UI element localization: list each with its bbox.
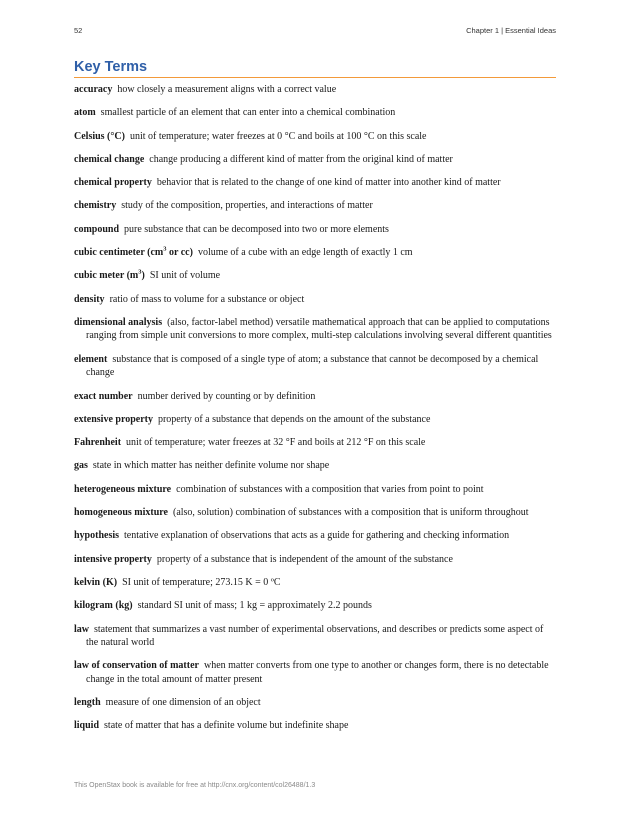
term-name: kilogram (kg) xyxy=(74,600,133,612)
key-terms-list xyxy=(74,83,556,743)
term-definition: (also, factor-label method) versatile mathematical approach that can be applied to computations ranging from simple unit conversions to more complex, multi-step calculations involving several different quantities xyxy=(86,316,552,342)
term-definition: tentative explanation of observations that acts as a guide for gathering and checking information xyxy=(124,530,510,542)
term-name: element xyxy=(74,353,108,365)
term-name: gas xyxy=(74,460,88,472)
term-definition: smallest particle of an element that can enter into a chemical combination xyxy=(100,107,396,119)
term-entry-length xyxy=(74,696,556,710)
term-definition: combination of substances with a composition that varies from point to point xyxy=(176,483,484,495)
term-entry-law-of-conservation-of-matter xyxy=(74,659,556,686)
term-name-superscript: 3 xyxy=(138,269,142,277)
term-entry-kelvin xyxy=(74,576,556,590)
term-definition: how closely a measurement aligns with a correct value xyxy=(117,84,337,95)
term-entry-accuracy xyxy=(74,83,556,97)
term-name: chemistry xyxy=(74,200,117,212)
term-name: accuracy xyxy=(74,84,113,95)
term-name: law of conservation of matter xyxy=(74,660,199,672)
term-entry-chemical-change xyxy=(74,153,556,167)
term-entry-liquid xyxy=(74,719,556,733)
page-footer: This OpenStax book is available for free at http://cnx.org/content/col26488/1.3 xyxy=(74,782,316,789)
term-definition: SI unit of temperature; 273.15 K = 0 ºC xyxy=(122,576,281,588)
term-name: intensive property xyxy=(74,553,152,565)
term-definition: number derived by counting or by definition xyxy=(137,390,316,402)
term-entry-cubic-meter xyxy=(74,269,556,283)
term-name: law xyxy=(74,623,89,635)
term-entry-heterogeneous-mixture xyxy=(74,483,556,497)
section-title: Key Terms xyxy=(74,58,556,78)
term-name xyxy=(74,247,193,258)
term-definition: measure of one dimension of an object xyxy=(105,697,261,709)
term-entry-hypothesis xyxy=(74,529,556,543)
term-entry-fahrenheit xyxy=(74,436,556,450)
chapter-header: Chapter 1 | Essential Ideas xyxy=(466,26,556,35)
term-definition: volume of a cube with an edge length of exactly 1 cm xyxy=(197,247,413,259)
term-name-part: cubic centimeter (cm xyxy=(74,247,164,259)
term-entry-atom xyxy=(74,106,556,120)
term-name: liquid xyxy=(74,720,100,732)
term-name: Celsius (°C) xyxy=(74,130,125,142)
term-entry-element xyxy=(74,353,556,380)
term-entry-homogeneous-mixture xyxy=(74,506,556,520)
term-name-part: cubic meter (m xyxy=(74,270,139,282)
term-name: compound xyxy=(74,223,120,235)
term-name: chemical change xyxy=(74,153,145,165)
term-definition: state of matter that has a definite volume but indefinite shape xyxy=(104,720,349,732)
term-entry-chemical-property xyxy=(74,176,556,190)
term-name: exact number xyxy=(74,390,133,402)
term-entry-dimensional-analysis xyxy=(74,316,556,343)
term-entry-chemistry xyxy=(74,199,556,213)
term-definition: statement that summarizes a vast number of experimental observations, and describes or predicts some aspect of the natural world xyxy=(86,623,544,649)
term-name-part: ) xyxy=(141,270,145,282)
term-definition: study of the composition, properties, and interactions of matter xyxy=(121,200,373,212)
term-name: length xyxy=(74,697,101,709)
term-definition: unit of temperature; water freezes at 0 °C and boils at 100 °C on this scale xyxy=(129,130,427,142)
term-entry-cubic-centimeter xyxy=(74,246,556,260)
term-definition: standard SI unit of mass; 1 kg = approximately 2.2 pounds xyxy=(137,600,372,612)
term-definition: behavior that is related to the change of one kind of matter into another kind of matter xyxy=(156,177,501,189)
term-definition: unit of temperature; water freezes at 32 °F and boils at 212 °F on this scale xyxy=(126,437,426,449)
term-definition: pure substance that can be decomposed into two or more elements xyxy=(124,223,389,235)
term-entry-density xyxy=(74,293,556,307)
term-name xyxy=(74,270,145,281)
page-number: 52 xyxy=(74,26,83,35)
term-definition: SI unit of volume xyxy=(149,270,221,282)
term-name: chemical property xyxy=(74,177,152,189)
term-definition: state in which matter has neither definite volume nor shape xyxy=(92,460,330,472)
term-name: density xyxy=(74,293,105,305)
term-definition: ratio of mass to volume for a substance or object xyxy=(109,293,305,305)
term-entry-gas xyxy=(74,459,556,473)
term-name: dimensional analysis xyxy=(74,316,163,328)
term-name-part: or cc) xyxy=(166,247,193,259)
term-name: atom xyxy=(74,107,96,119)
term-definition: change producing a different kind of matter from the original kind of matter xyxy=(149,153,453,165)
term-name: kelvin (K) xyxy=(74,576,118,588)
term-name: Fahrenheit xyxy=(74,437,122,449)
term-entry-compound xyxy=(74,223,556,237)
term-entry-law xyxy=(74,623,556,650)
term-entry-kilogram xyxy=(74,599,556,613)
term-definition: property of a substance that depends on the amount of the substance xyxy=(157,413,431,425)
term-definition: property of a substance that is independent of the amount of the substance xyxy=(156,553,453,565)
term-entry-intensive-property xyxy=(74,553,556,567)
term-entry-celsius xyxy=(74,130,556,144)
term-name: extensive property xyxy=(74,413,153,425)
term-definition: substance that is composed of a single type of atom; a substance that cannot be decomposed by a chemical change xyxy=(86,353,539,379)
term-name: hypothesis xyxy=(74,530,120,542)
term-name-superscript: 3 xyxy=(163,245,167,253)
term-definition: when matter converts from one type to another or changes form, there is no detectable change in the total amount of matter present xyxy=(86,660,549,685)
term-entry-exact-number xyxy=(74,390,556,404)
term-definition: (also, solution) combination of substances with a composition that is uniform throughout xyxy=(172,507,529,519)
term-entry-extensive-property xyxy=(74,413,556,427)
term-name: homogeneous mixture xyxy=(74,507,168,519)
term-name: heterogeneous mixture xyxy=(74,483,172,495)
